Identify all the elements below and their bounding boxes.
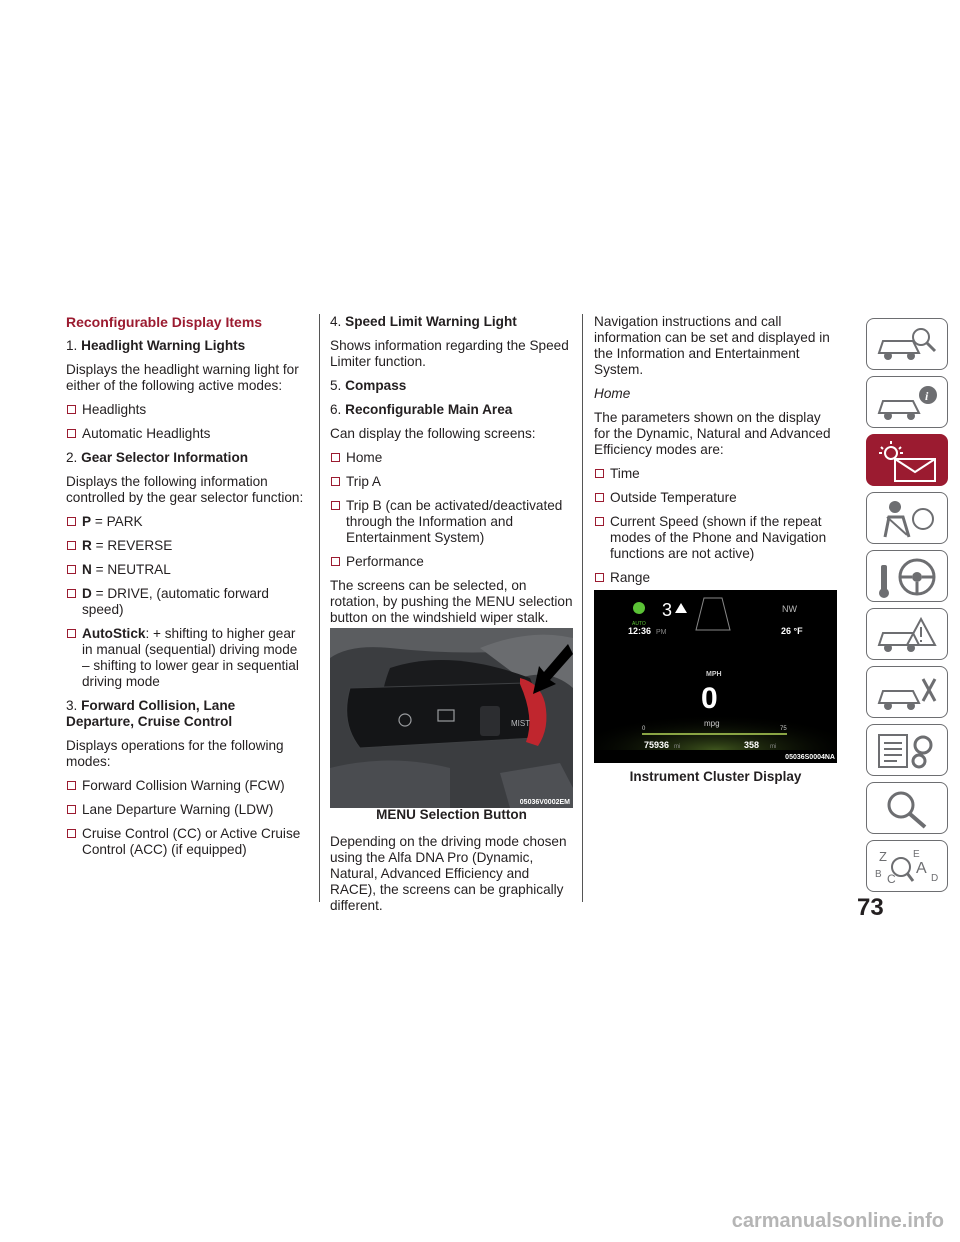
airbag-seatbelt-icon bbox=[873, 497, 943, 541]
svg-text:75936: 75936 bbox=[644, 740, 670, 750]
svg-text:mi: mi bbox=[770, 744, 777, 750]
menu-button-figure bbox=[330, 628, 573, 808]
steering-wheel-key-icon bbox=[873, 555, 943, 599]
driving-mode-text: Depending on the driving mode chosen using the Alfa DNA Pro (Dynamic, Natural, Advanced Efficiency and RACE), the screens can be graphically different. bbox=[330, 834, 567, 913]
mist-label: MIST bbox=[511, 719, 531, 728]
column-middle-bottom bbox=[330, 834, 576, 922]
svg-text:B: B bbox=[875, 869, 882, 880]
svg-text:mpg: mpg bbox=[704, 719, 720, 728]
svg-text:AUTO: AUTO bbox=[632, 621, 646, 627]
watermark: carmanualsonline.info bbox=[731, 1210, 944, 1232]
param-outside-temp: Outside Temperature bbox=[594, 490, 839, 506]
bullet-auto-headlights: Automatic Headlights bbox=[66, 426, 306, 442]
tab-car-search[interactable] bbox=[866, 318, 948, 370]
tab-specifications[interactable] bbox=[866, 724, 948, 776]
tab-car-info[interactable] bbox=[866, 376, 948, 428]
svg-text:PM: PM bbox=[656, 629, 667, 636]
svg-text:0: 0 bbox=[642, 726, 646, 732]
figure-code-menu: 05036V0002EM bbox=[519, 799, 570, 806]
warning-lights-message-icon bbox=[873, 439, 943, 483]
auto-headlight-icon bbox=[633, 602, 645, 614]
cluster-display bbox=[594, 590, 837, 763]
figure-code-cluster: 05036S0004NA bbox=[785, 754, 835, 761]
screen-trip-b: Trip B (can be activated/deactivated through the Information and Entertainment System) bbox=[330, 498, 576, 546]
svg-text:mi: mi bbox=[674, 744, 681, 750]
item-fcw-title: 3. Forward Collision, Lane Departure, Cruise Control bbox=[66, 698, 236, 729]
magnifier-search-icon bbox=[873, 787, 943, 831]
item-speed-limit-desc: Shows information regarding the Speed Limiter function. bbox=[330, 338, 569, 369]
home-label: Home bbox=[594, 386, 631, 401]
wiper-stalk-illustration bbox=[330, 628, 573, 808]
gear-park: P = PARK bbox=[66, 514, 306, 530]
svg-text:MPH: MPH bbox=[706, 671, 722, 678]
instrument-cluster-figure bbox=[594, 590, 837, 763]
car-service-tools-icon bbox=[873, 671, 943, 715]
car-emergency-icon bbox=[873, 613, 943, 657]
svg-text:E: E bbox=[913, 849, 920, 860]
svg-text:26 °F: 26 °F bbox=[781, 626, 803, 636]
svg-text:75: 75 bbox=[780, 726, 787, 732]
item-speed-limit-title: 4. Speed Limit Warning Light bbox=[330, 314, 517, 329]
bullet-fcw: Forward Collision Warning (FCW) bbox=[66, 778, 306, 794]
specifications-list-icon bbox=[873, 729, 943, 773]
gear-reverse: R = REVERSE bbox=[66, 538, 306, 554]
tab-emergency[interactable] bbox=[866, 608, 948, 660]
rotation-text: The screens can be selected, on rotation, by pushing the MENU selection button on the windshield wiper stalk. bbox=[330, 578, 573, 625]
column-left bbox=[66, 314, 306, 866]
gear-autostick: AutoStick: + shifting to higher gear in manual (sequential) driving mode – shifting to lower gear in sequential driving mode bbox=[66, 626, 306, 690]
page-number: 73 bbox=[857, 894, 884, 921]
item-fcw-desc: Displays operations for the following modes: bbox=[66, 738, 284, 769]
params-text: The parameters shown on the display for the Dynamic, Natural and Advanced Efficiency modes are: bbox=[594, 410, 831, 457]
svg-text:C: C bbox=[887, 872, 896, 886]
gear-neutral: N = NEUTRAL bbox=[66, 562, 306, 578]
tab-starting-operating[interactable] bbox=[866, 550, 948, 602]
item-main-area-desc: Can display the following screens: bbox=[330, 426, 536, 441]
svg-text:358: 358 bbox=[744, 740, 760, 750]
column-right bbox=[594, 314, 839, 594]
item-gear-desc: Displays the following information controlled by the gear selector function: bbox=[66, 474, 304, 505]
svg-text:NW: NW bbox=[782, 604, 797, 614]
item-headlight-title: 1. Headlight Warning Lights bbox=[66, 338, 246, 353]
figure-caption-menu: MENU Selection Button bbox=[376, 807, 527, 822]
svg-text:D: D bbox=[931, 873, 939, 884]
column-divider-2 bbox=[582, 314, 583, 902]
column-divider-1 bbox=[319, 314, 320, 902]
gear-drive: D = DRIVE, (automatic forward speed) bbox=[66, 586, 306, 618]
tab-servicing[interactable] bbox=[866, 666, 948, 718]
item-headlight-desc: Displays the headlight warning light for either of the following active modes: bbox=[66, 362, 299, 393]
tab-index[interactable] bbox=[866, 840, 948, 892]
section-heading: Reconfigurable Display Items bbox=[66, 314, 263, 330]
item-compass-title: 5. Compass bbox=[330, 378, 407, 393]
tab-safety[interactable] bbox=[866, 492, 948, 544]
svg-text:A: A bbox=[916, 860, 927, 877]
param-current-speed: Current Speed (shown if the repeat modes of the Phone and Navigation functions are not active) bbox=[594, 514, 839, 562]
svg-text:12:36: 12:36 bbox=[628, 626, 652, 636]
svg-text:Z: Z bbox=[879, 849, 887, 864]
tab-warning-lights-messages[interactable] bbox=[866, 434, 948, 486]
car-info-icon bbox=[873, 381, 943, 425]
bullet-ldw: Lane Departure Warning (LDW) bbox=[66, 802, 306, 818]
tab-multimedia[interactable] bbox=[866, 782, 948, 834]
car-search-icon bbox=[873, 323, 943, 367]
bullet-headlights: Headlights bbox=[66, 402, 306, 418]
screen-trip-a: Trip A bbox=[330, 474, 576, 490]
gear-indicator: 3 bbox=[662, 600, 673, 620]
item-gear-title: 2. Gear Selector Information bbox=[66, 450, 249, 465]
alphabetical-index-icon bbox=[873, 845, 943, 889]
nav-text: Navigation instructions and call information can be set and displayed in the Information and Entertainment System. bbox=[594, 314, 830, 377]
item-main-area-title: 6. Reconfigurable Main Area bbox=[330, 402, 513, 417]
screen-home: Home bbox=[330, 450, 576, 466]
screen-performance: Performance bbox=[330, 554, 576, 570]
speed-readout: 0 bbox=[701, 682, 718, 715]
param-time: Time bbox=[594, 466, 839, 482]
column-middle bbox=[330, 314, 576, 634]
svg-text:i: i bbox=[925, 389, 929, 403]
param-range: Range bbox=[594, 570, 839, 586]
figure-caption-cluster: Instrument Cluster Display bbox=[629, 769, 802, 784]
bullet-cruise: Cruise Control (CC) or Active Cruise Control (ACC) (if equipped) bbox=[66, 826, 306, 858]
